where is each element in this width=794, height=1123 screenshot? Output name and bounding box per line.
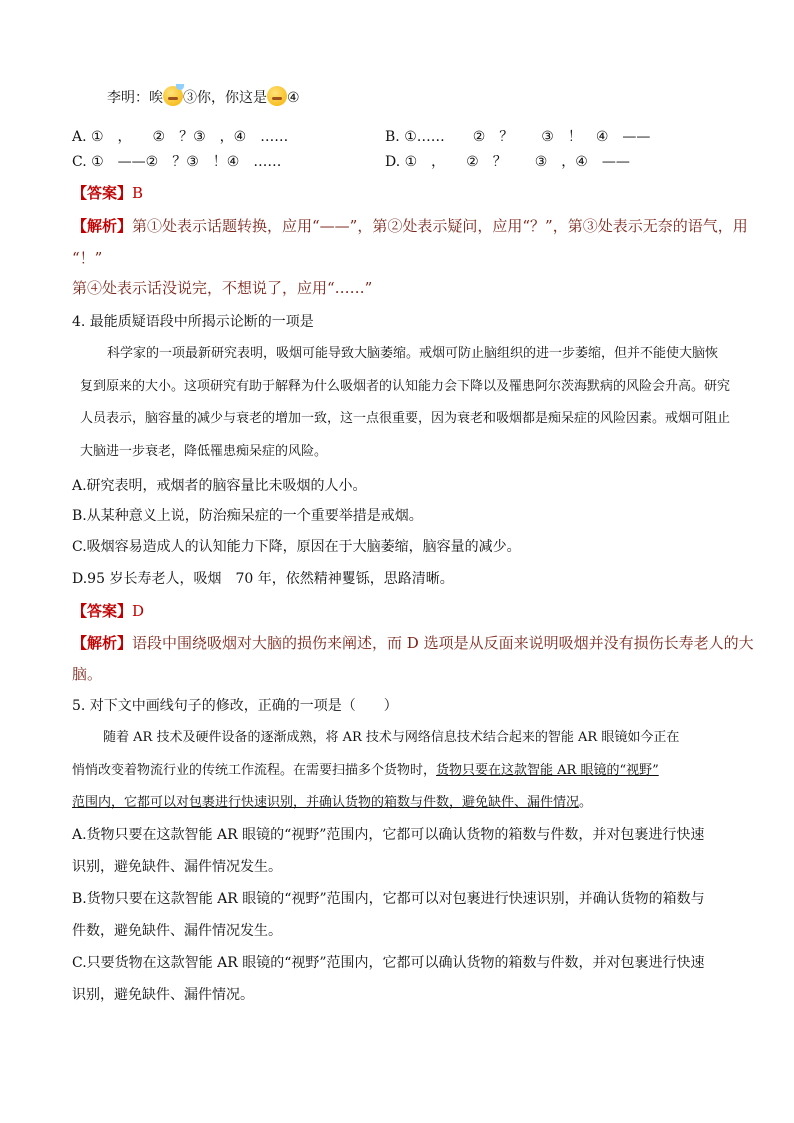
analysis-text: 第①处表示话题转换，应用“——”，第②处表示疑问，应用“？”，第③处表示无奈的语气，用 (132, 217, 748, 235)
passage-text: 。 (579, 795, 593, 810)
underlined-sentence: 货物只要在这款智能 AR 眼镜的“视野” (436, 763, 659, 778)
q5-stem: 5. 对下文中画线句子的修改，正确的一项是（ ） (72, 698, 398, 714)
q5-option-c-line-2: 识别，避免缺件、漏件情况。 (72, 987, 254, 1003)
q4-analysis-line-2: 脑。 (72, 665, 103, 683)
q4-option-b: B.从某种意义上说，防治痴呆症的一个重要举措是戒烟。 (72, 508, 423, 524)
q5-option-b-line-2: 件数，避免缺件、漏件情况发生。 (72, 923, 282, 939)
speaker-label: 李明： (107, 90, 149, 106)
q4-option-a: A.研究表明，戒烟者的脑容量比未吸烟的人小。 (72, 478, 367, 494)
dialog-text-3: ④ (287, 90, 300, 106)
underlined-sentence: 范围内，它都可以对包裹进行快速识别，并确认货物的箱数与件数，避免缺件、漏件情况 (72, 795, 580, 810)
q3-option-a: A. ① ， ② ？③ ，④ …… (72, 129, 289, 145)
q3-option-c: C. ① ——② ？③ ！④ …… (72, 154, 282, 170)
q4-passage-line-1: 科学家的一项最新研究表明，吸烟可能导致大脑萎缩。戒烟可防止脑组织的进一步萎缩，但并不能使大脑恢 (107, 346, 719, 361)
dialog-text-2: ③你，你这是 (183, 90, 267, 106)
q4-passage-line-4: 大脑进一步衰老，降低罹患痴呆症的风险。 (80, 444, 328, 459)
analysis-tag: 【解析】 (72, 217, 133, 235)
analysis-tag: 【解析】 (72, 634, 133, 652)
answer-tag: 【答案】 (72, 184, 133, 202)
q4-answer (72, 602, 144, 620)
q5-option-a-line-2: 识别，避免缺件、漏件情况发生。 (72, 859, 282, 875)
q4-option-d: D.95 岁长寿老人，吸烟 70 年，依然精神矍铄，思路清晰。 (72, 571, 454, 587)
q4-analysis-line-1 (72, 634, 754, 652)
q5-option-a-line-1: A.货物只要在这款智能 AR 眼镜的“视野”范围内，它都可以确认货物的箱数与件数，并对包裹进行快速 (72, 827, 705, 843)
q4-passage-line-2: 复到原来的大小。这项研究有助于解释为什么吸烟者的认知能力会下降以及罹患阿尔茨海默病的风险会升高。研究 (80, 379, 731, 394)
q3-option-d: D. ① ， ② ？ ③ ，④ —— (385, 154, 630, 170)
dialog-text-1: 唉 (149, 90, 163, 106)
q4-passage-line-3: 人员表示，脑容量的减少与衰老的增加一致，这一点很重要，因为衰老和吸烟都是痴呆症的风险因素。戒烟可阻止 (80, 411, 731, 426)
face-with-tongue-icon (267, 86, 287, 106)
q5-passage-line-1: 随着 AR 技术及硬件设备的逐渐成熟，将 AR 技术与网络信息技术结合起来的智能 AR 眼镜如今正在 (103, 730, 680, 745)
q3-analysis-line-1 (72, 217, 748, 235)
q3-option-b: B. ①…… ② ？ ③ ！ ④ —— (385, 129, 651, 145)
q5-option-c-line-1: C.只要货物在这款智能 AR 眼镜的“视野”范围内，它都可以确认货物的箱数与件数，并对包裹进行快速 (72, 955, 705, 971)
q5-option-b-line-1: B.货物只要在这款智能 AR 眼镜的“视野”范围内，它都可以对包裹进行快速识别，并确认货物的箱数与 (72, 891, 705, 907)
answer-value: D (132, 602, 145, 620)
q3-analysis-line-3: 第④处表示话没说完，不想说了，应用“……” (72, 279, 373, 297)
q3-answer (72, 184, 143, 202)
q4-stem: 4. 最能质疑语段中所揭示论断的一项是 (72, 314, 314, 330)
q5-passage-line-3 (72, 794, 592, 812)
q3-analysis-line-2: “！” (72, 249, 103, 267)
analysis-text: 语段中围绕吸烟对大脑的损伤来阐述，而 D 选项是从反面来说明吸烟并没有损伤长寿老人的大 (132, 634, 754, 652)
q4-option-c: C.吸烟容易造成人的认知能力下降，原因在于大脑萎缩，脑容量的减少。 (72, 539, 521, 555)
q5-passage-line-2 (72, 762, 659, 780)
answer-tag: 【答案】 (72, 602, 133, 620)
dialog-line (107, 86, 300, 107)
sleepy-face-icon (163, 86, 183, 106)
passage-text: 悄悄改变着物流行业的传统工作流程。在需要扫描多个货物时， (72, 763, 437, 778)
answer-value: B (132, 184, 144, 202)
